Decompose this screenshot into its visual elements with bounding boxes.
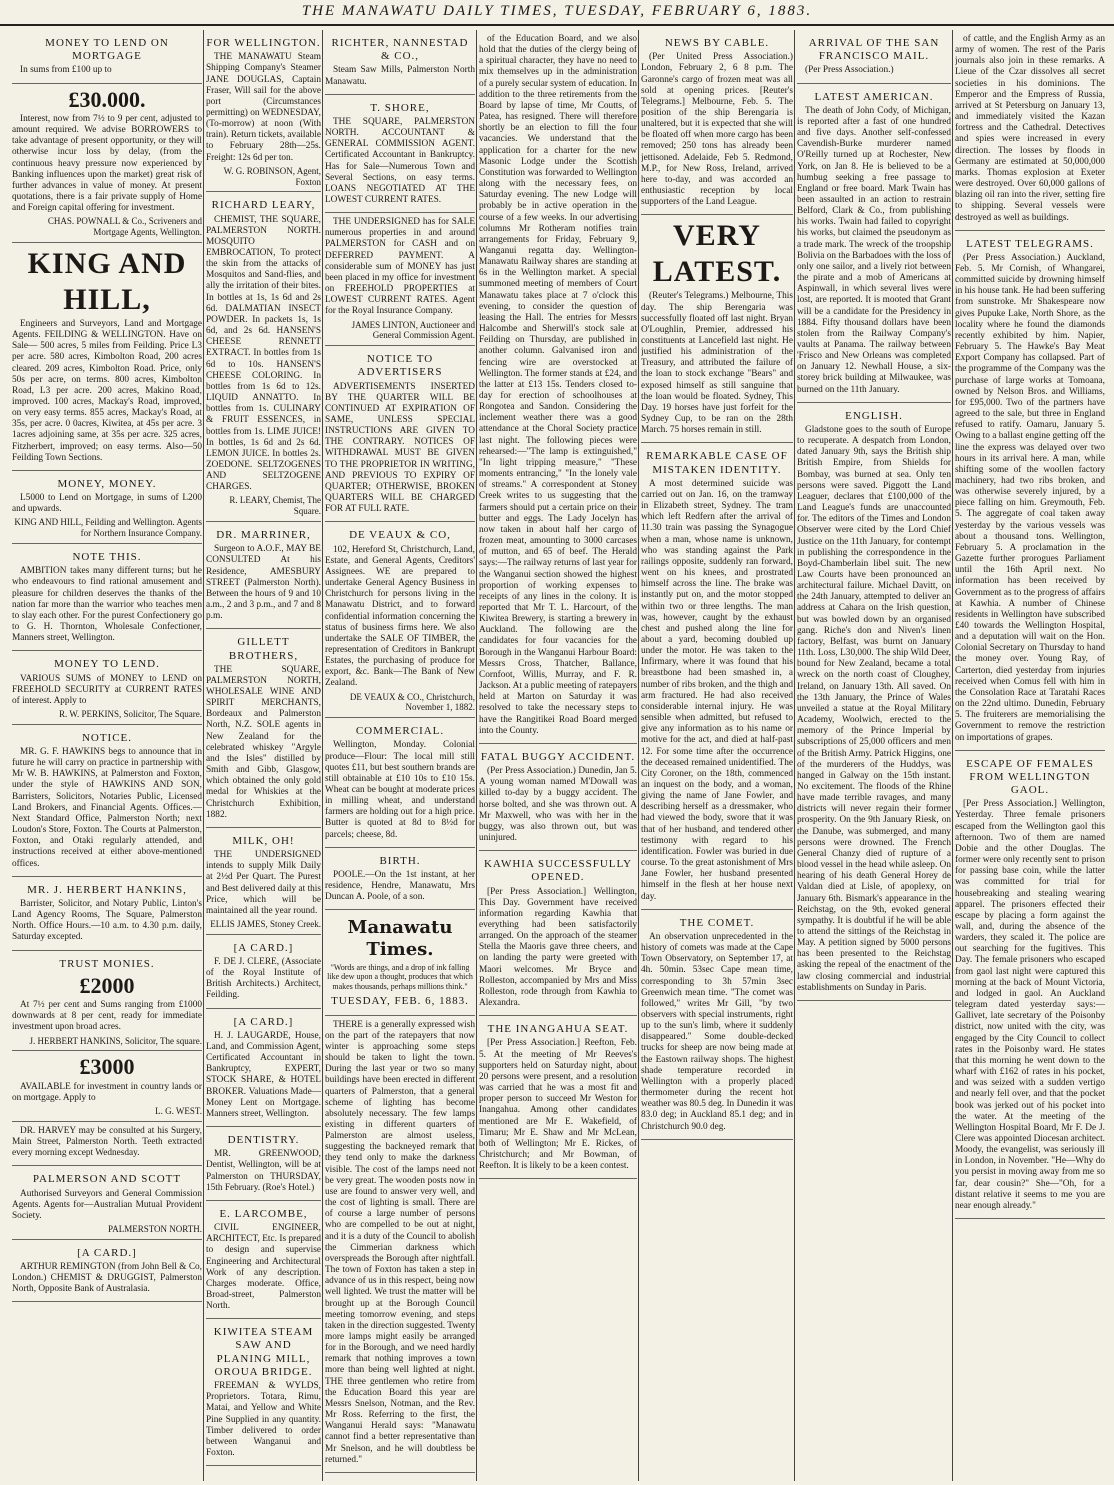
- article-block: [12, 471, 202, 544]
- article-heading: MONEY TO LEND.: [54, 658, 160, 671]
- article-heading: GILLETT BROTHERS,: [228, 636, 299, 662]
- article-body: THE SQUARE, PALMERSTON NORTH, WHOLESALE WINE AND SPIRIT MERCHANTS, Bordeaux and Palmerston North, N.Z. SOLE agents in New Zealand for the celebrated whiskey "Argyle and the Isles" distilled by Smith and Gibb, Glasgow, which obtained the only gold medal for Whiskies at the Christchurch Exhibition, 1882.: [206, 664, 321, 820]
- column-5: [641, 30, 793, 1481]
- article-body: THE SQUARE, PALMERSTON NORTH. ACCOUNTANT & GENERAL COMMISSION AGENT. Certificated Accountant in Bankruptcy. Has for Sale—Numerous Town and Several Sections, on easy terms. LOANS NEGOTIATED AT THE LOWEST CURRENT RATES.: [325, 116, 475, 205]
- article-block: [206, 1201, 321, 1319]
- article-body: (Reuter's Telegrams.) Melbourne, This day. The ship Berengaria was successfully floated off last night. Bryan O'Loughlin, Premier, addressed his constituents at Lancefield last night. He justified his administration of the Treasury, and attributed the failure of the loan to stock exchange "Bears" and exposed himself as still sanguine that the loan would be floated. Sydney, This Day. 19 horses have just forfeit for the Sydney Cup, to be ran on the 28th March. 75 horses remain in still.: [641, 291, 793, 436]
- article-block: [206, 1319, 321, 1466]
- article-heading: THE INANGAHUA SEAT.: [487, 1023, 629, 1036]
- article-block: [12, 243, 202, 471]
- column-2: [206, 30, 321, 1481]
- display-amount: £3000: [79, 1054, 135, 1080]
- article-block: [641, 443, 793, 909]
- column-rule: [203, 30, 204, 1481]
- article-body: Barrister, Solicitor, and Notary Public, Linton's Land Agency Rooms, The Square, Palmerston North. Office Hours.—10 a.m. to 4.30 p.m. daily, Saturday excepted.: [12, 898, 202, 943]
- article-body: L5000 to Lend on Mortgage, in sums of L200 and upwards.: [12, 493, 202, 515]
- article-body: (Per Press Association.) Dunedin, Jan 5. A young woman named M'Dowall was killed to-day by a buggy accident. The horse bolted, and she was thrown out. A Mr Maxwell, who was with her in the buggy, was also thrown out, but was uninjured.: [479, 766, 637, 843]
- article-body: Interest, now from 7½ to 9 per cent, adjusted to amount required. We advise BORROWERS to take advantage of present opportunity, or they will otherwise incur loss by delay, (from the continuous heavy pressure now experienced by Banking influences upon the market) great risk of further advances in value of money. At present quotations, there is a fair private supply of Home and Foreign capital offering for investment.: [12, 113, 202, 214]
- article-body: POOLE.—On the 1st instant, at her residence, Hendre, Manawatu, Mrs Duncan A. Poole, of a son.: [325, 869, 475, 903]
- article-heading: NOTICE.: [81, 731, 133, 744]
- article-heading: [A CARD.]: [233, 1015, 294, 1028]
- article-body: [Per Press Association.] Reefton, Feb. 5. At the meeting of Mr Reeves's supporters held on Saturday night, about 20 persons were present, and a resolution was carried that he was a most fit and proper person to succeed Mr Weston for Inangahua. Among other candidates mentioned are Mr E. Wakefield, of Timaru; Mr E. Shaw and Mr McLean, both of Wellington; Mr E. Rickes, of Christchurch; and Mr Bowman, of Reefton. It is likely to be a keen contest.: [479, 1038, 637, 1172]
- article-body: AMBITION takes many different turns; but he who endeavours to find rational amusement and pleasure for children deserves the thanks of the nation far more than the warrior who teaches men to slay each other. For the purest Confectionery go to G. H. Thornton, Wholesale Confectioner, Manners street, Wellington.: [12, 566, 202, 644]
- article-body: 102, Hereford St, Christchurch, Land, Estate, and General Agents, Creditors' Assignees. WE are prepared to undertake General Agency Business in Christchurch for persons living in the Manawatu District, and to forward confidential information concerning the status of business firms here. We also undertake the SALE OF TIMBER, the representation of Creditors in Bankrupt Estates, the purchasing of produce for export, &c. Bank—The Bank of New Zealand.: [325, 544, 475, 689]
- article-heading: TRUST MONIES.: [59, 957, 155, 970]
- article-body: of cattle, and the English Army as an army of women. The rest of the Paris journals also join in these remarks. A Lieue of the Czar dissolves all secret societies in his dominions. The Emperor and the Empress of Russia, arrived at St Petersburg on January 13, and immediately visited the Kazan fortress and the Cathedral. Detectives and spies were increased in every direction. The losses by floods in Germany are estimated at 50,000,000 marks. Thomas explosion at Exeter were destroyed. Over 60,000 gallons of blazing oil ran into the river, setting fire to shipping. Several vessels were destroyed as well as buildings.: [955, 34, 1105, 223]
- article-heading: RICHTER, NANNESTAD & CO.,: [331, 37, 469, 63]
- article-block: [325, 848, 475, 911]
- article-heading: NOTE THIS.: [72, 551, 142, 564]
- article-body: VARIOUS SUMS of MONEY to LEND on FREEHOLD SECURITY at CURRENT RATES of interest. Apply to: [12, 673, 202, 706]
- article-heading: DE VEAUX & CO,: [349, 529, 451, 542]
- column-rule: [322, 30, 323, 1481]
- article-block: [479, 851, 637, 1016]
- article-heading: DENTISTRY.: [227, 1134, 300, 1147]
- article-block: [206, 828, 321, 935]
- article-heading: THE COMET.: [679, 916, 755, 929]
- article-block: [206, 1009, 321, 1127]
- article-heading: NEWS BY CABLE.: [664, 37, 770, 49]
- article-block: [12, 725, 202, 877]
- article-block: [325, 95, 475, 213]
- article-body: AVAILABLE for investment in country lands or on mortgage. Apply to: [12, 1081, 202, 1103]
- advert-signature: L. G. WEST.: [155, 1106, 202, 1117]
- article-heading: ESCAPE OF FEMALES FROM WELLINGTON GAOL.: [966, 757, 1094, 797]
- advert-signature: R. W. PERKINS, Solicitor, The Square.: [59, 708, 202, 719]
- article-block: [325, 910, 475, 1015]
- article-heading: E. LARCOMBE,: [219, 1207, 308, 1220]
- column-rule: [952, 30, 953, 1481]
- advert-signature: W. G. ROBINSON, Agent, Foxton: [223, 165, 321, 187]
- article-body: (Per Press Association.) Auckland, Feb. 5. Mr Cornish, of Whangarei, committed suicide by drowning himself in his house tank. He had been suffering from sunstroke. Mr Shakespeare now gives Pupuke Lake, North Shore, as the locality where he found the diamonds recently exhibited by him. Napier, February 5. The Hawke's Bay Meat Export Company has collapsed. Part of the programme of the Company was the purchase of large works at Tomoana, owned by Nelson Bros. and Williams, for £95,000. Two of the partners have agreed to the sale, but three in England refused to ratify. Oamaru, January 5. Owing to a ballast engine getting off the line the express was delayed over two hours in its arrival here. A man, while shifting some of the woollen factory machinery, had two ribs broken, and was otherwise severely injured, by a piece falling on him. Greymouth, Feb. 5. The aggregate of coal taken away yesterday by the various vessels was about a thousand tons. Wellington, February 5. A proclamation in the Gazette further prorogues Parliament until the 16th April next. No information has been received by Government as to the progress of affairs at Kawhia. A number of Chinese residents in Wellington have subscribed £40 towards the Wellington Hospital, and a deputation will wait on the Hon. Colonial Secretary on Thursday to hand the money over. Young Ray, of Carterton, died yesterday from injuries received when Comus fell with him in the Consolation Race at Taratahi Races on the 22nd ultimo. Dunedin, February 5. The fruiterers are memorialising the Government to remove the restriction on importations of grapes.: [955, 252, 1105, 743]
- article-heading: DR. MARRINER,: [216, 529, 311, 542]
- article-block: [955, 751, 1105, 1219]
- article-block: [12, 1240, 202, 1303]
- article-block: [12, 877, 202, 951]
- article-heading: T. SHORE,: [370, 101, 430, 114]
- article-body: ADVERTISEMENTS INSERTED BY THE QUARTER WILL BE CONTINUED AT EXPIRATION OF SAME, UNLESS SPECIAL INSTRUCTIONS ARE GIVEN TO THE CONTRARY. NOTICES OF WITHDRAWAL MUST BE GIVEN TO THE PROPRIETOR IN WRITING, AND PREVIOUS TO EXPIRY OF QUARTER; OTHERWISE, BROKEN QUARTERS WILL BE CHARGED FOR AT FULL RATE.: [325, 381, 475, 515]
- article-block: [12, 951, 202, 1052]
- article-body: The death of John Cody, of Michigan, is reported after a fast of one hundred and five days. Another self-confessed Cavendish-Burke murderer named O'Reilly turned up at Rochester, New York, on Jan 8. He is believed to be a humbug seeking a free passage to England or free board. Mark Twain has been assaulted in an action to restrain Belford, Clark & Co., from publishing his works. Twain had failed to copyright his works, but claimed the pseudonym as a trade mark. The wreck of the troopship Bolivia on the Barbadoes with the loss of only one sailor, and a lively riot between the pirate and a mob of Americans at Aspinwall, in which several lives were lost, are reported. It is mooted that Grant will be a candidate for the Presidency in 1884. Fifty thousand dollars have been stolen from the Railway Company's vaults at Panama. The railway between 'Frisco and New Orleans was completed on January 12. Newhall House, a six-storey brick building at Milwaukee, was burned on the 11th January.: [797, 105, 951, 395]
- article-block: [797, 84, 951, 403]
- article-block: [325, 718, 475, 848]
- article-block: [325, 213, 475, 346]
- display-heading: KING AND HILL,: [27, 246, 187, 316]
- article-heading: FOR WELLINGTON.: [206, 37, 321, 49]
- article-block: [12, 1166, 202, 1239]
- column-3: [325, 30, 475, 1481]
- column-rule: [638, 30, 639, 1481]
- column-6: [797, 30, 951, 1481]
- article-body: [Per Press Association.] Wellington, This Day. Government have received information regarding Kawhia that everything had been satisfactorily arranged. On the approach of the steamer Stella the Maoris gave three cheers, and on landing the party were greeted with Maori welcomes. Mr Bryce and Rolleston, accompanied by Mrs and Miss Rolleston, rode through from Kawhia to Alexandra.: [479, 886, 637, 1009]
- article-heading: [A CARD.]: [77, 1246, 137, 1259]
- article-block: [325, 346, 475, 522]
- advert-signature: DE VEAUX & CO., Christchurch, November 1, 1882.: [349, 691, 475, 713]
- article-body: CHEMIST, THE SQUARE, PALMERSTON NORTH. MOSQUITO EMBROCATION, To protect the skin from the attacks of Mosquitos and Sand-flies, and ally the irritation of their bites. In bottles at 1s, 1s 6d and 2s 6d. DALMATIAN INSECT POWDER. In packets 1s, 1s 6d, and 2s 6d. HANSEN'S CHEESE RENNETT EXTRACT. In bottles from 1s 6d to 10s. HANSEN'S CHEESE COLORING. In bottles from 1s 6d to 12s. LIQUID ANNATTO. In bottles from 1s. CULINARY & FRUIT ESSENCES, in bottles from 1s. LIME JUICE! In bottles, 1s 6d and 2s 6d. LEMON JUICE. In bottles 2s. ZOEDONE. SELTZOGENES AND SELTZOGENE CHARGES.: [206, 214, 321, 493]
- article-block: [206, 935, 321, 1009]
- nameplate-motto: "Words are things, and a drop of ink falling like dew upon a thought, produces that which makes thousands, perhaps millions think.": [327, 962, 473, 991]
- article-body: DR. HARVEY may be consulted at his Surgery, Main Street, Palmerston North. Teeth extracted every morning except Wednesday.: [12, 1125, 202, 1159]
- advert-signature: ELLIS JAMES, Stoney Creek.: [210, 919, 321, 929]
- article-heading: MR. J. HERBERT HANKINS,: [27, 883, 187, 896]
- advert-signature: PALMERSTON NORTH.: [108, 1223, 202, 1234]
- article-heading: BIRTH.: [379, 854, 421, 867]
- article-heading: ENGLISH.: [845, 409, 903, 422]
- article-heading: PALMERSON AND SCOTT: [32, 1173, 182, 1186]
- article-block: [325, 1016, 475, 1473]
- article-body: A most determined suicide was carried out on Jan. 16, on the tramway in Elizabeth street, Sydney. The tram which left Redfern after the arrival of 11.30 train was passing the Synagogue when a man, whose name is unknown, who was standing against the Park railings opposite, suddenly ran forward, went on his knees, and prostrated himself across the line. The brake was instantly put on, and the motor stopped within two or three lengths. The man was, however, caught by the exhaust chest and pushed along the line for about a yard, becoming doubled up under the motor. He was taken to the Infirmary, where it was found that his breastbone had been smashed in, a number of ribs broken, and the thigh and arm fractured. He had also received considerable internal injury. He was sensible when admitted, but refused to give any information as to his name or motive for the act, and died at half-past 12. For some time after the occurrence the deceased remained unidentified. The City Coroner, on the 18th, commenced an inquest on the body, and a woman, giving the name of Jane Fowler, and describing herself as a dressmaker, who had viewed the body, swore that it was that of her husband, and tendered other testimony with regard to his identification. Fowler was buried in due course. To the great astonishment of Mrs Jane Fowler, her husband presented himself in the flesh at her house next day.: [641, 478, 793, 902]
- article-body: THE MANAWATU Steam Shipping Company's Steamer JANE DOUGLAS, Captain Fraser, Will sail for the above port (Circumstances permitting) on WEDNESDAY, (To-morrow) at noon (With train). Return tickets, available to February 28th—25s. Freight: 12s 6d per ton.: [206, 52, 321, 163]
- article-body: MR. GREENWOOD, Dentist, Wellington, will be at Palmerston on THURSDAY, 15th February. (Roe's Hotel.): [206, 1149, 321, 1193]
- article-body: THERE is a generally expressed wish on the part of the ratepayers that now winter is approaching some steps should be taken to light the town. During the last year or two so many buildings have been erected in different quarters of Palmerston, that a general scheme of lighting has become absolutely necessary. The few lamps existing in different quarters of Palmerston are almost useless, suggesting the backneyed remark that they tend only to make the darkness visible. The cost of the lamps need not be very great. The wooden posts now in use are found to answer very well, and the cost of lighting is small. There are of course a large number of persons who are compelled to be out at night, and it is a duty of the Council to abolish the Cimmerian darkness which overspreads the Borough after nightfall. The town of Foxton has taken a step in advance of us in this respect, being now well lighted. We trust the matter will be brought up at the Borough Council meeting tomorrow evening, and steps taken in the direction suggested. Twenty more lamps might easily be arranged for in the Borough, and we need hardly remark that nothing improves a town more than being well lighted at night. THE three gentlemen who retire from the Education Board this year are Messrs Snelson, Notman, and the Rev. Mr Ross. Referring to the first, the Wanganui Herald says: "Manawatu cannot find a better representative than Mr Snelson, and he will doubtless be returned.": [325, 1019, 475, 1465]
- article-block: [325, 30, 475, 95]
- article-body: Wellington, Monday. Colonial produce—Flour: The local mill still quotes £11, but best southern brands are still obtainable at £10 10s to £10 15s. Wheat can be bought at moderate prices in milling wheat, and understand farmers are holding out for a high price. Butter is quoted at 8d to 8½d for parcels; cheese, 8d.: [325, 740, 475, 840]
- article-body: (Per Press Association.): [805, 65, 894, 76]
- article-heading: MILK, OH!: [232, 834, 295, 847]
- article-block: [206, 30, 321, 192]
- newspaper-nameplate: Manawatu Times.: [347, 917, 453, 961]
- article-heading: TUESDAY, FEB. 6, 1883.: [331, 995, 469, 1008]
- column-rule: [794, 30, 795, 1481]
- article-block: [12, 84, 202, 243]
- article-heading: NOTICE TO ADVERTISERS: [357, 353, 443, 379]
- article-heading: COMMERCIAL.: [355, 725, 445, 738]
- newspaper-masthead: [0, 0, 1114, 26]
- article-body: Steam Saw Mills, Palmerston North Manawatu.: [325, 65, 475, 87]
- article-block: [206, 192, 321, 522]
- article-body: of the Education Board, and we also hold that the duties of the clergy being of a spiritual character, they have no need to mix themselves up in the administration of a purely secular system of education. In addition to the three retirements from the Board by lapse of time, Mr Coutts, of Patea, has resigned. There will therefore shortly be an election to fill the four vacancies. We understand that the application for a charter for the new Masonic Lodge under the Scottish Constitution was forwarded to Wellington along with the necessary fees, on Saturday evening. The new Lodge will probably be in active operation in the course of a few weeks. In our advertising columns Mr Rotheram notifies train arrangements for Friday, February 9, Wanganui regatta day. Wellington-Manawatu Railway shares are standing at 6s in the Wellington market. A special summoned meeting of members of Court Manawatu takes place at 7 o'clock this evening, to consider the question of leasing the Hall. The entries for Messrs Halcombe and Sherwill's stock sale at Feilding on Thursday, are published in another column. Galvanised iron and fencing wire are overstocked at Wellington. The former stands at £24, and the latter at £13 15s. Tenders closed to-day for erection of schoolhouses at Rongotea and Sandon. Considering the inclement weather there was a good attendance at the Choral Society practice last night. The following pieces were rehearsed:—"The lamp is extinguished," "In light tripping measure," "These moments entrancing," "In the lonely vale of streams." A correspondent at Stoney Creek writes to us suggesting that the farmers should put a certain price on their butter and eggs. The Lady Jocelyn has now taken in about half her cargo of frozen meat, amounting to 3000 carcases of mutton, and 65 of beef. The Herald says:—The railway returns of last year for the Wanganui section showed the highest proportion of working expenses to receipts of any lines in the colony. It is reported that Mr T. L. Harcourt, of the Kiwitea Brewery, is starting a brewery in Auckland. The following are the candidates for four vacancies for the Borough in the Wanganui Harbour Board: Messrs Cross, Thatcher, Ballance, Cornfoot, Willis, Murray, and F. R. Jackson. At a public meeting of ratepayers held at Marton on Saturday it was resolved to take the necessary steps to have the Rangitikei Road Board merged into the County.: [479, 34, 637, 736]
- article-body: Engineers and Surveyors, Land and Mortgage Agents. FEILDING & WELLINGTON. Have on Sale— 500 acres, 5 miles from Feilding. Price L3 per acre. 580 acres, Kimbolton Road, 200 acres cleared. 209 acres, Kimbolton Road. Price, only 50s per acre, on terms. 800 acres, Kimbolton Road, L3 per acre. 200 acres, Makino Road, improved. 100 acres, Mackay's Road, improved, on very easy terms. 855 acres, Mackay's Road, at 35s, per acre. 0 0acres, Kiwitea, at 45s per acre. 3 1acres adjoining same, at 35s per acre. 325 acres, Fitzherbert, improved; on easy terms. Also—50 Feilding Town Sections.: [12, 318, 202, 463]
- advert-signature: J. HERBERT HANKINS, Solicitor, The square.: [29, 1035, 202, 1046]
- article-body: MR. G. F. HAWKINS begs to announce that in future he will carry on practice in partnership with Mr W. B. HAWKINS, at Palmerston and Foxton, under the style of HAWKINS AND SON, Barristers, Solicitors, Notaries Public, Licensed Land Brokers, and Financial Agents. Offices.—Next Standard Office, Palmerston North; next Loudon's Store, Foxton. The Courts at Palmerston, Foxton, and Otaki regularly attended, and instructions received at either above-mentioned offices.: [12, 746, 202, 869]
- article-block: [206, 522, 321, 629]
- article-body: [Per Press Association.] Wellington, Yesterday. Three female prisoners escaped from the Wellington gaol this afternoon. Two of them are named Dobie and the other Douglas. The former were only recently sent to prison for passing base coin, while the latter was committed for trial for housebreaking and stealing wearing apparel. The prisoners effected their escape by placing a form against the wall, and, during the absence of the warders, they scaled it. The police are out searching for the fugitives. This Day. The female prisoners who escaped from gaol last night were captured this morning at the back of Mount Victoria, and lodged in gaol. An Auckland telegram dated yesterday says:—Gallivet, late secretary of the Poisonby district, now united with the city, was engaged by the City Council to collect rates in the Poisonby ward. He states that this morning he went down to the wharf with £162 of rates in his pocket, and was seized with a sudden vertigo and nearly fell over, and that the pocket book was jerked out of his pocket into the water. At the meeting of the Wellington Hospital Board, Mr F. De J. Clere was appointed Diocesan architect. Moody, the evangelist, was seriously ill in London, in November. "He—Why do you persist in moving away from me so far, dear cousin?" She—"Oh, for a distant relative it seems to me you are near enough already.": [955, 799, 1105, 1211]
- article-heading: LATEST TELEGRAMS.: [966, 237, 1094, 250]
- article-body: Authorised Surveyors and General Commission Agents. Agents for—Australian Mutual Provident Society.: [12, 1188, 202, 1221]
- article-block: [12, 30, 202, 84]
- article-block: [12, 651, 202, 724]
- article-body: An observation unprecedented in the history of comets was made at the Cape Town Observatory, on September 17, at 4h. 50min. 53sec Cape mean time, corresponding to 3h 57min 3sec Greenwich mean time. "The comet was followed," writes Mr Gill, "by two observers with special instruments, right up to the sun's limb, where it suddenly disappeared." Some double-decked trucks for sheep are now being made at the Eastown railway shops. The highest shade temperature recorded in Wellington with a properly placed thermometer during the recent hot weather was 80.5 deg. In Dunedin it was 83.0 deg; in Auckland 85.1 deg; and in Christchurch 90.0 deg.: [641, 931, 793, 1132]
- advert-signature: CHAS. POWNALL & Co., Scriveners and Mortgage Agents, Wellington.: [47, 216, 202, 238]
- display-amount: £2000: [79, 972, 135, 998]
- article-block: [641, 215, 793, 443]
- article-block: [12, 544, 202, 651]
- article-heading: KAWHIA SUCCESSFULLY OPENED.: [483, 858, 633, 884]
- article-heading: ARRIVAL OF THE SAN FRANCISCO MAIL.: [808, 37, 940, 63]
- article-heading: KIWITEA STEAM SAW AND PLANING MILL, OROUA BRIDGE.: [213, 1326, 314, 1378]
- article-heading: [A CARD.]: [233, 941, 294, 954]
- article-body: Surgeon to A.O.F., MAY BE CONSULTED At his Residence, AMESBURY STREET (Palmerston North). Between the hours of 9 and 10 a.m., 2 and 3 p.m., and 7 and 8 p.m.: [206, 544, 321, 622]
- article-block: [641, 30, 793, 215]
- article-block: [206, 1127, 321, 1201]
- article-block: [479, 1016, 637, 1179]
- article-heading: MONEY TO LEND ON MORTGAGE: [45, 37, 169, 63]
- article-body: Gladstone goes to the south of Europe to recuperate. A despatch from London, dated January 9th, says the British ship British Empire, from Shields for Bombay, was burned at sea. Only ten persons were saved. Piggott the Land Leaguer, declares that £100,000 of the Land League's funds are unaccounted for. The editors of the Times and London Observer were cited by the Lord Chief Justice on the 11th January, for contempt in publishing the correspondence in the Boyd-Chamberlain libel suit. The new Law Courts have been pronounced an architectural failure. Michael Davitt, on the 24th January, attempted to deliver an address at Cahara on the Irish question, but was bowled down by an organised gang. Riche's don and Niven's linen factory, Belfast, was burnt on January 11th. Loss, L30,000. The ship Wild Deer, bound for New Zealand, became a total wreck on the north coast of Cloughey, Ireland, on January 13th. All saved. On the 13th January, the Prince of Wales unveiled a statue at the Royal Military Academy, Woolwich, erected to the memory of the Prince Imperial by subscriptions of 25,000 officers and men of the British Army. Patrick Higgins, one of the murderers of the Huddys, was hanged in Galway on the 15th instant. No excitement. The floods of the Rhine have made terrible ravages, and many districts will never regain their former prosperity. On the 9th January Riesk, on the Danube, was submerged, and many persons were drowned. The French General Chanzy died of rupture of a blood vessel in the head while asleep. On hearing of his death General Horey de Valdan died at Lisle, of apoplexy, on January 6th. Bismark's appearance in the Reichstag, on the 9th, evoked general sympathy. It is doubtful if he will be able to attend the sittings of the Reichstag in May. A petition signed by 5000 persons has been presented to the Reichstag asking the repeal of the enactment of the law closing commercial and industrial establishments on Sunday in Paris.: [797, 424, 951, 993]
- article-body: ARTHUR REMINGTON (from John Bell & Co, London.) CHEMIST & DRUGGIST, Palmerston North, Opposite Bank of Australasia.: [12, 1261, 202, 1295]
- article-body: In sums from £100 up to: [20, 65, 112, 76]
- article-block: [641, 910, 793, 1140]
- column-4: [479, 30, 637, 1481]
- page-title: THE MANAWATU DAILY TIMES, TUESDAY, FEBRUARY 6, 1883.: [301, 3, 813, 19]
- article-body: CIVIL ENGINEER, ARCHITECT, Etc. Is prepared to design and supervise Engineering and Architectural Work of any description. Charges moderate. Office, Broad-street, Palmerston North.: [206, 1223, 321, 1312]
- article-block: [325, 522, 475, 718]
- column-1: [12, 30, 202, 1481]
- display-amount: £30.000.: [68, 86, 146, 112]
- article-block: [797, 403, 951, 1001]
- article-body: At 7½ per cent and Sums ranging from £1000 downwards at 8 per cent, ready for immediate investment upon broad acres.: [12, 1000, 202, 1033]
- article-heading: MONEY, MONEY.: [57, 477, 157, 490]
- article-heading: FATAL BUGGY ACCIDENT.: [480, 750, 636, 763]
- article-block: [479, 30, 637, 744]
- article-body: (Per United Press Association.) London, February 2, 6 8 p.m. The Garonne's cargo of frozen meat was all sold at opening prices. [Reuter's Telegrams.] Melbourne, Feb. 5. The position of the ship Berengaria is unaltered, but it is expected that she will be floated off when more cargo has been removed; 250 tons has already been jettisoned. Adelaide, Feb 5. Redmond, M.P., for New Ross, Ireland, arrived here to-day, and was accorded an enthusiastic reception by local supporters of the Land League.: [641, 52, 793, 208]
- article-body: THE UNDERSIGNED intends to supply Milk Daily at 2½d Per Quart. The Purest and Best delivered daily at this Price, which will be maintained all the year round.: [206, 850, 321, 916]
- article-heading: LATEST AMERICAN.: [814, 90, 934, 103]
- advert-signature: JAMES LINTON, Auctioneer and General Commission Agent.: [351, 319, 475, 341]
- advert-signature: R. LEARY, Chemist, The Square.: [229, 495, 321, 517]
- article-heading: REMARKABLE CASE OF MISTAKEN IDENTITY.: [646, 450, 788, 476]
- column-rule: [476, 30, 477, 1481]
- display-heading: VERY LATEST.: [652, 219, 782, 289]
- advert-signature: KING AND HILL, Feilding and Wellington. Agents for Northern Insurance Company.: [14, 517, 202, 539]
- article-body: H. J. LAUGARDE, House, Land, and Commission Agent, Certificated Accountant in Bankruptcy, EXPERT, STOCK SHARE, & HOTEL BROKER. Valuations Made—Money Lent on Mortgage. Manners street, Wellington.: [206, 1030, 321, 1119]
- column-7: [955, 30, 1105, 1481]
- article-block: [206, 629, 321, 828]
- article-block: [955, 30, 1105, 231]
- article-heading: RICHARD LEARY,: [211, 199, 316, 212]
- article-block: [479, 744, 637, 851]
- article-body: F. DE J. CLERE, (Associate of the Royal Institute of British Architects.) Architect, Feilding.: [206, 956, 321, 1001]
- article-block: [12, 1051, 202, 1122]
- article-body: FREEMAN & WYLDS, Proprietors. Totara, Rimu, Matai, and Yellow and White Pine Supplied in any quantity. Timber delivered to order between Wanganui and Foxton.: [206, 1381, 321, 1458]
- article-block: [12, 1122, 202, 1166]
- article-block: [955, 231, 1105, 751]
- article-body: THE UNDERSIGNED has for SALE numerous properties in and around PALMERSTON for CASH and on DEFERRED PAYMENT. A considerable sum of MONEY has just been placed in my office for investment on FREEHOLD PROPERTIES at LOWEST CURRENT RATES. Agent for the Royal Insurance Company.: [325, 217, 475, 317]
- article-block: [797, 30, 951, 84]
